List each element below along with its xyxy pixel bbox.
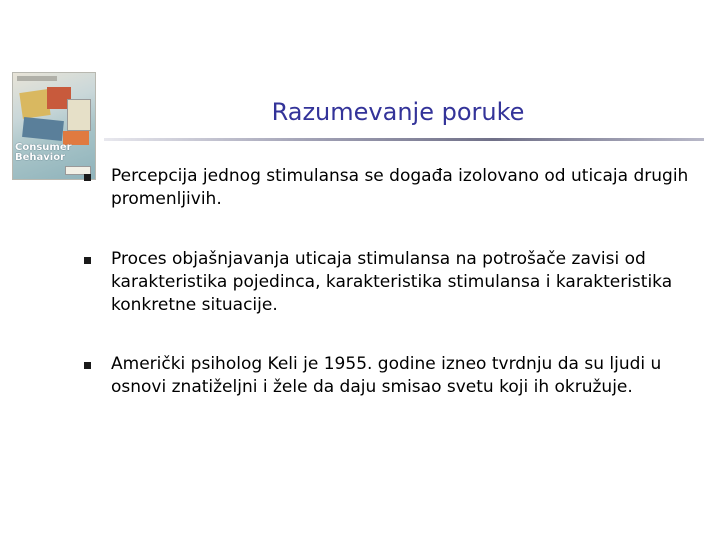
square-bullet-icon — [84, 174, 91, 181]
cover-shape — [22, 117, 64, 141]
square-bullet-icon — [84, 257, 91, 264]
cover-shape — [19, 89, 50, 119]
bullet-text: Percepcija jednog stimulansa se događa izolovano od uticaja drugih promenljivih. — [111, 166, 689, 209]
book-cover-image — [12, 72, 96, 180]
cover-title: Consumer Behavior — [15, 142, 72, 163]
bullet-text: Proces objašnjavanja uticaja stimulansa na potrošače zavisi od karakteristika pojedinca, karakteristika stimulansa i karakteristika konkretne situacije. — [111, 249, 673, 315]
slide-title: Razumevanje poruke — [271, 98, 525, 126]
cover-shape — [67, 99, 91, 131]
cover-author-strip — [17, 76, 57, 81]
title-divider — [104, 138, 704, 141]
square-bullet-icon — [84, 362, 91, 369]
bullet-text: Američki psiholog Keli je 1955. godine izneo tvrdnju da su ljudi u osnovi znatiželjni i žele da daju smisao svetu koji ih okružuje. — [111, 354, 662, 397]
